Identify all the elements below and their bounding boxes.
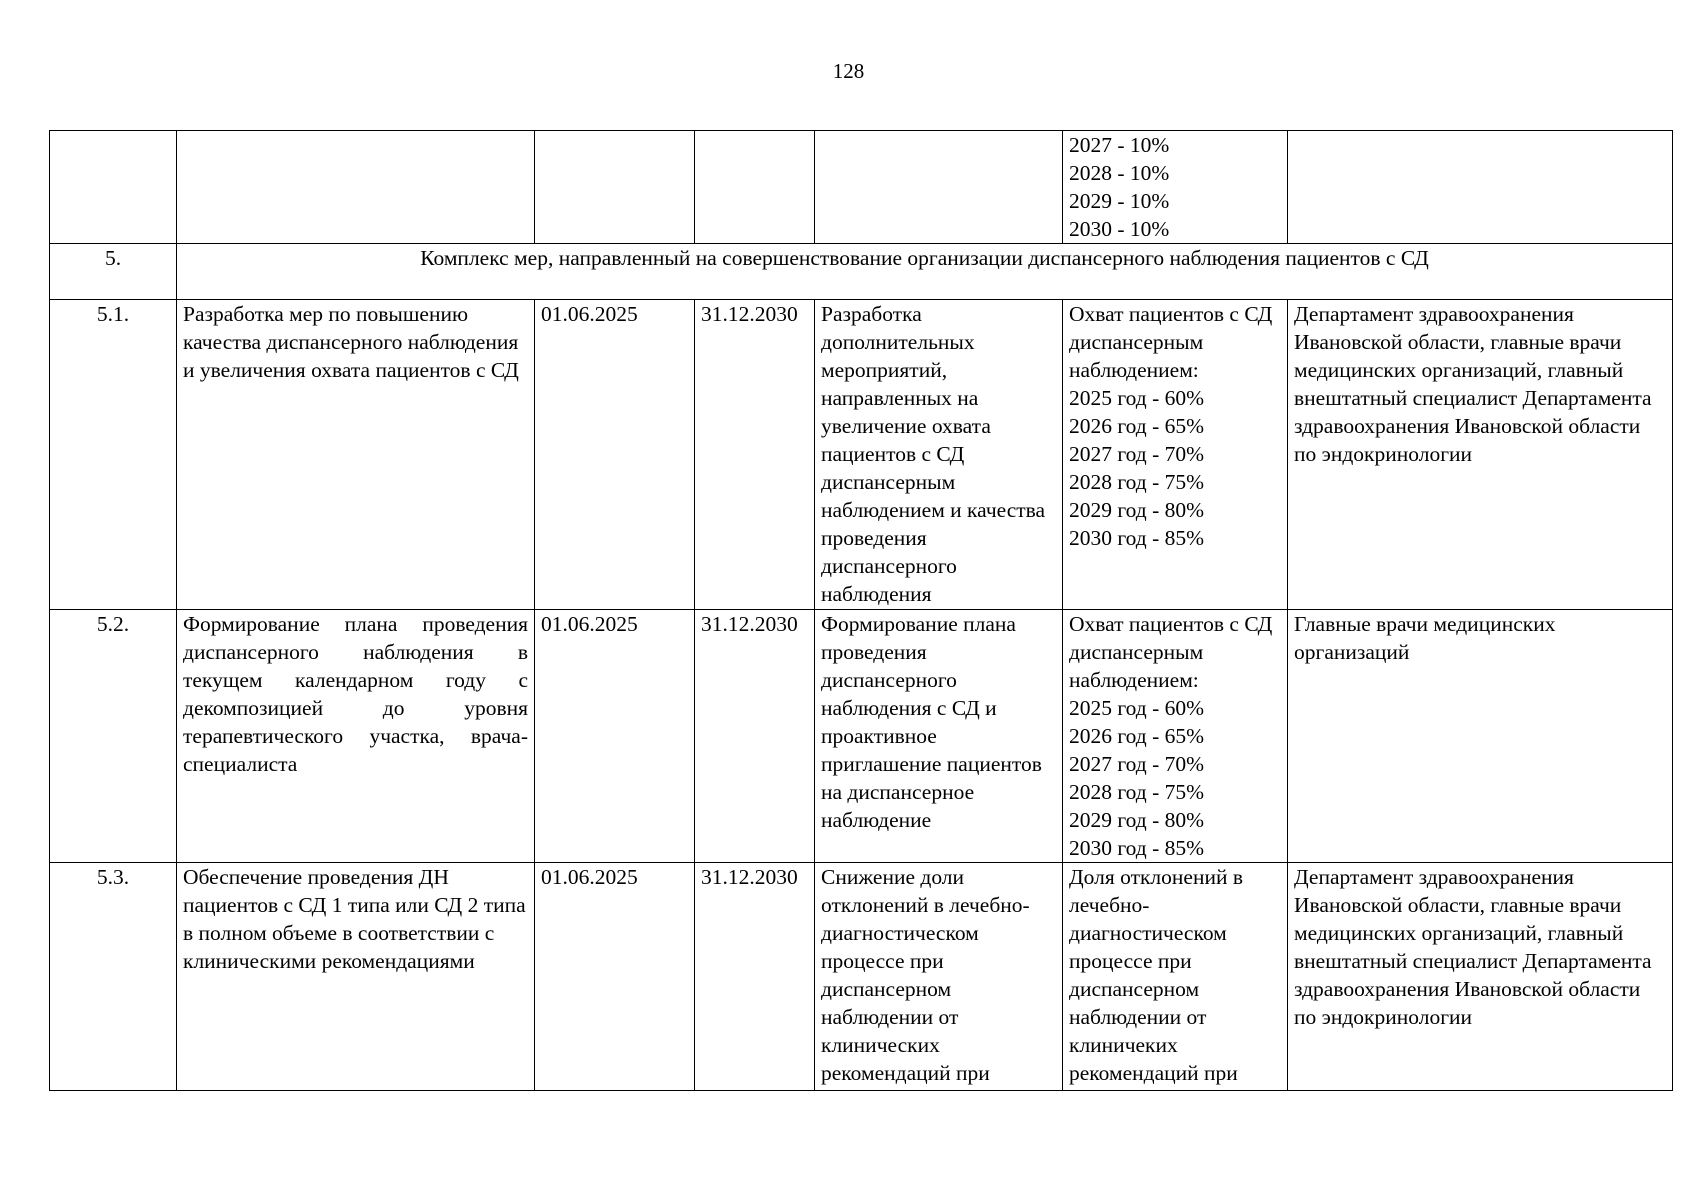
- table-row-continuation: [50, 131, 1673, 244]
- start-date-cell: 01.06.2025: [535, 863, 695, 1091]
- result-cell: Разработка дополнительных мероприятий, направленных на увеличение охвата пациентов с СД диспансерным наблюдением и качества проведения диспансерного наблюдения: [815, 300, 1063, 610]
- indicator-line: 2025 год - 60%: [1069, 696, 1205, 720]
- indicator-line: 2028 год - 75%: [1069, 470, 1205, 494]
- indicator-line: 2030 год - 85%: [1069, 836, 1205, 860]
- row-number: 5.3.: [50, 863, 177, 1091]
- indicator-line: 2026 год - 65%: [1069, 724, 1205, 748]
- page-number: 128: [832, 59, 865, 83]
- cell-result-empty: [815, 131, 1063, 244]
- indicator-cell: Доля отклонений в лечебно-диагностическом процессе при диспансерном наблюдении от клиничеких рекомендаций при: [1063, 863, 1288, 1091]
- task-cell: Обеспечение проведения ДН пациентов с СД 1 типа или СД 2 типа в полном объеме в соответствии с клиническими рекомендациями: [177, 863, 535, 1091]
- section-header-row: [50, 244, 1673, 300]
- indicator-line: 2029 год - 80%: [1069, 498, 1205, 522]
- cell-start-empty: [535, 131, 695, 244]
- target-line: 2030 - 10%: [1069, 217, 1170, 241]
- start-date-cell: 01.06.2025: [535, 300, 695, 610]
- responsible-cell: Главные врачи медицинских организаций: [1288, 610, 1673, 863]
- measures-table: [49, 130, 1673, 1091]
- section-title: Комплекс мер, направленный на совершенствование организации диспансерного наблюдения пациентов с СД: [177, 244, 1673, 300]
- indicator-line: 2029 год - 80%: [1069, 808, 1205, 832]
- end-date-cell: 31.12.2030: [695, 863, 815, 1091]
- row-number: 5.1.: [50, 300, 177, 610]
- result-cell: Формирование плана проведения диспансерного наблюдения с СД и проактивное приглашение пациентов на диспансерное наблюдение: [815, 610, 1063, 863]
- cell-indicator-targets: [1063, 131, 1288, 244]
- indicator-cell: [1063, 610, 1288, 863]
- indicator-line: 2030 год - 85%: [1069, 526, 1205, 550]
- indicator-line: Охват пациентов с СД диспансерным наблюдением:: [1069, 612, 1273, 692]
- cell-responsible-empty: [1288, 131, 1673, 244]
- indicator-line: 2025 год - 60%: [1069, 386, 1205, 410]
- target-line: 2029 - 10%: [1069, 189, 1170, 213]
- indicator-cell: [1063, 300, 1288, 610]
- target-line: 2028 - 10%: [1069, 161, 1170, 185]
- indicator-line: 2026 год - 65%: [1069, 414, 1205, 438]
- row-number: 5.2.: [50, 610, 177, 863]
- end-date-cell: 31.12.2030: [695, 300, 815, 610]
- table-row: [50, 863, 1673, 1091]
- indicator-line: Охват пациентов с СД диспансерным наблюдением:: [1069, 302, 1273, 382]
- table-row: [50, 610, 1673, 863]
- responsible-cell: Департамент здравоохранения Ивановской области, главные врачи медицинских организаций, главный внештатный специалист Департамента здравоохранения Ивановской области по эндокринологии: [1288, 863, 1673, 1091]
- target-line: 2027 - 10%: [1069, 133, 1170, 157]
- table-row: [50, 300, 1673, 610]
- indicator-line: 2027 год - 70%: [1069, 442, 1205, 466]
- indicator-line: 2027 год - 70%: [1069, 752, 1205, 776]
- section-number: 5.: [50, 244, 177, 300]
- result-cell: Снижение доли отклонений в лечебно-диагностическом процессе при диспансерном наблюдении от клинических рекомендаций при: [815, 863, 1063, 1091]
- task-cell: Разработка мер по повышению качества диспансерного наблюдения и увеличения охвата пациентов с СД: [177, 300, 535, 610]
- end-date-cell: 31.12.2030: [695, 610, 815, 863]
- start-date-cell: 01.06.2025: [535, 610, 695, 863]
- indicator-line: 2028 год - 75%: [1069, 780, 1205, 804]
- task-cell: Формирование плана проведения диспансерного наблюдения в текущем календарном году с декомпозицией до уровня терапевтического участка, врача-специалиста: [177, 610, 535, 863]
- cell-task-empty: [177, 131, 535, 244]
- cell-end-empty: [695, 131, 815, 244]
- cell-num-empty: [50, 131, 177, 244]
- responsible-cell: Департамент здравоохранения Ивановской области, главные врачи медицинских организаций, главный внештатный специалист Департамента здравоохранения Ивановской области по эндокринологии: [1288, 300, 1673, 610]
